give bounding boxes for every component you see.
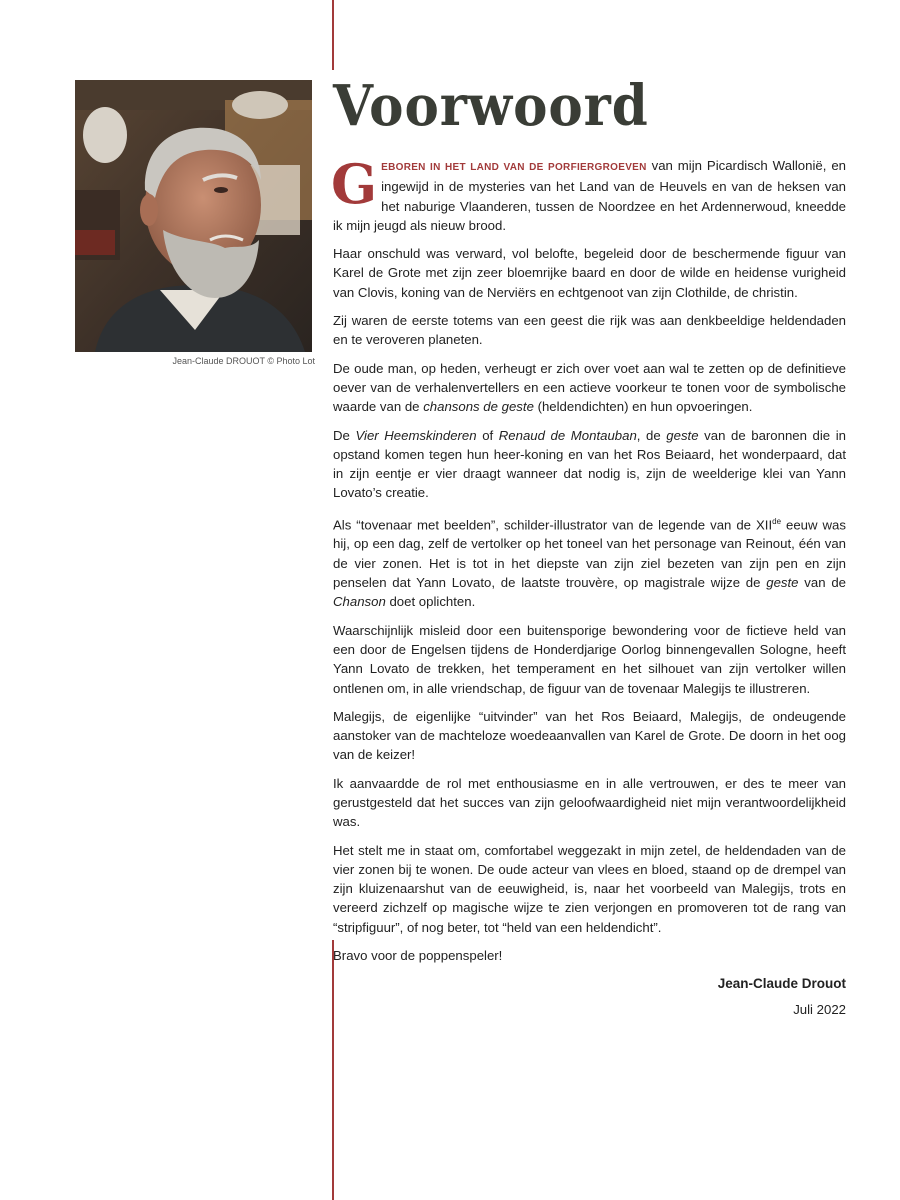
author-portrait [75,80,312,352]
paragraph-4: De oude man, op heden, verheugt er zich over voet aan wal te zetten op de definitieve oever van de verhalenvertellers en een actieve voorkeur te tonen voor de symbolische waarde van de chansons de geste (heldendichten) en hun opvoeringen. [333,360,846,415]
paragraph-3: Zij waren de eerste totems van een geest die rijk was aan denkbeeldige heldendaden en te veroveren planeten. [333,313,846,348]
photo-caption: Jean-Claude DROUOT © Photo Lot [172,356,315,366]
article-body [331,152,847,1019]
page-title: Voorwoord [333,73,649,139]
paragraph-9: Ik aanvaardde de rol met enthousiasme en in alle vertrouwen, er des te meer van gerustgesteld dat het succes van zijn geloofwaardigheid niet mijn verantwoordelijkheid was. [333,775,846,830]
article [333,70,846,1019]
paragraph-6: Als “tovenaar met beelden”, schilder-illustrator van de legende van de XIIde eeuw was hij, op een dag, zelf de vertolker op het toneel van het personage van Reinout, één van de vier zonen. Het is tot in het diepste van zijn ziel bezeten van zijn pen en zijn penselen dat Yann Lovato, de laatste trouvère, op magistrale wijze de geste van de Chanson doet oplichten. [333,516,846,610]
paragraph-8: Malegijs, de eigenlijke “uitvinder” van het Ros Beiaard, Malegijs, de ondeugende aanstoker van de machteloze woedeaanvallen van Karel de Grote. De doorn in het oog van de keizer! [333,708,846,763]
paragraph-2: Haar onschuld was verward, vol belofte, begeleid door de beschermende figuur van Karel de Grote met zijn zeer bloemrijke baard en door de wilde en heidense vurigheid van Clovis, koning van de Nerviërs en echtgenoot van zijn Clothilde, de christin. [333,246,846,300]
paragraph-11: Bravo voor de poppenspeler! [333,948,503,964]
paragraph-5: De Vier Heemskinderen of Renaud de Montauban, de geste van de baronnen die in opstand komen tegen hun heer-koning en van het Ros Beiaard, het wonderpaard, dat in zijn eentje er vier draagt wanneer dat nodig is, zijn de weelderige klei van Yann Lovato’s creatie. [333,427,846,501]
vertical-rule-top [332,0,334,70]
paragraph-7: Waarschijnlijk misleid door een buitensporige bewondering voor de fictieve held van een door de Engelsen tijdens de Honderdjarige Oorlog binnengevallen Sologne, heeft Yann Lovato de trekken, het temperament en het silhouet van zijn vertolker willen ontlenen om, in alle vriendschap, de figuur van de tovenaar Malegijs te illustreren. [333,622,846,696]
date: Juli 2022 [793,1001,846,1017]
lead-in: EBOREN IN HET LAND VAN DE PORFIERGROEVEN [381,162,647,173]
paragraph-10: Het stelt me in staat om, comfortabel weggezakt in mijn zetel, de heldendaden van de vier zonen bij te wonen. De oude acteur van vlees en bloed, staand op de drempel van zijn kluizenaarshut van de eeuwigheid, is, naar het voorbeeld van Malegijs, trots en vereerd zichzelf op magische wijze te zien verjongen en promoveren tot de rang van “stripfiguur”, of nog beter, tot “held van een heldendicht”. [333,842,846,935]
drop-cap: G [331,152,378,216]
paragraph-1: GEBOREN IN HET LAND VAN DE PORFIERGROEVEN van mijn Picardisch Wallonië, en ingewijd in de mysteries van het Land van de Heuvels en van de heksen van het naburige Vlaanderen, tussen de Noordzee en het Ardennerwoud, kneedde ik mijn jeugd als nieuw brood. [331,152,847,233]
signature: Jean-Claude Drouot [717,976,846,992]
